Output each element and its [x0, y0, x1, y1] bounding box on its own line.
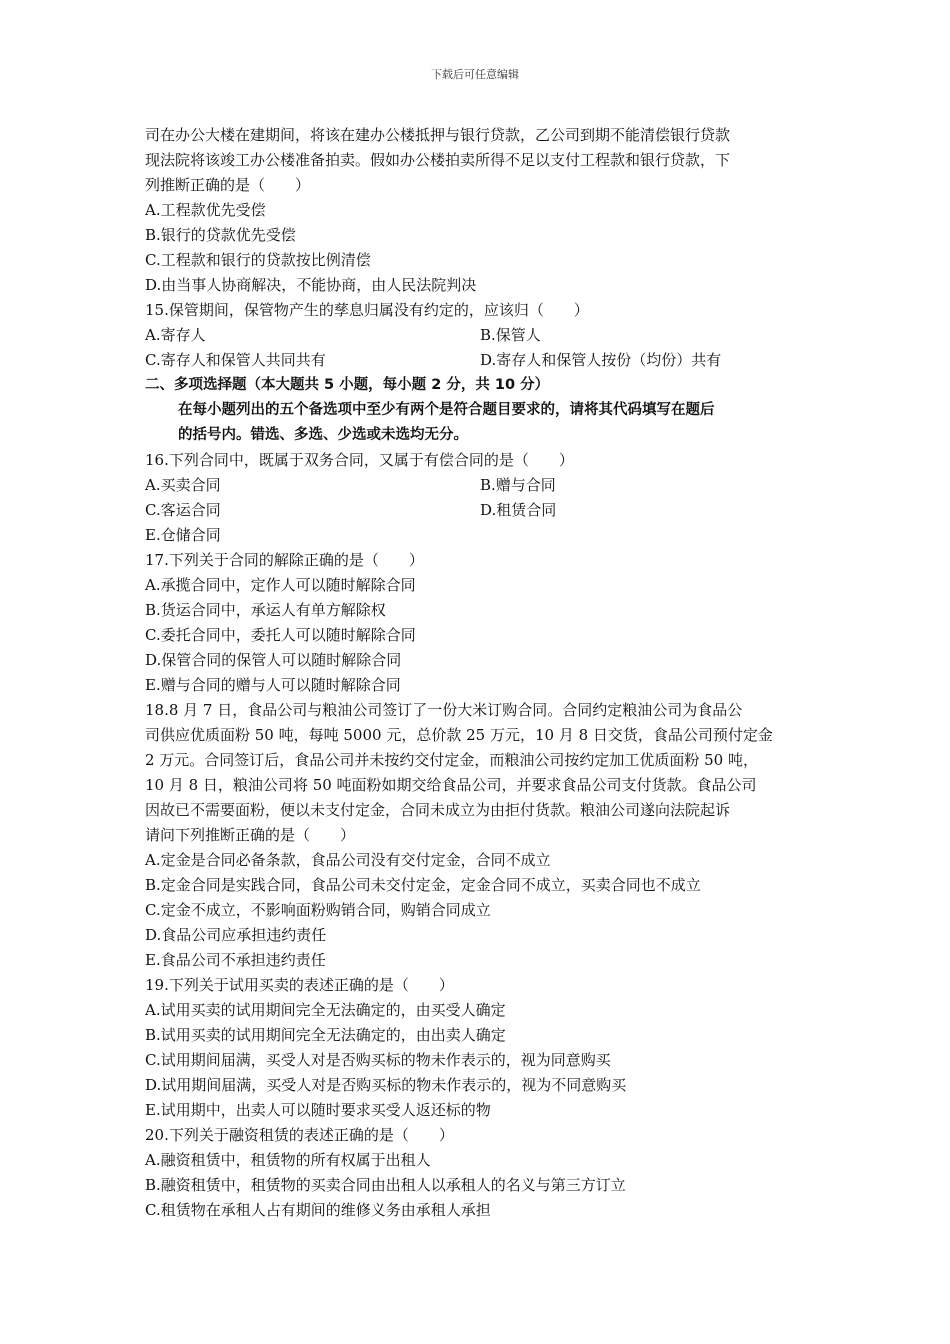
q17-option-d: D.保管合同的保管人可以随时解除合同	[145, 651, 402, 669]
q16-option-e: E.仓储合同	[145, 526, 221, 544]
q14-stem-line-3: 列推断正确的是（ ）	[145, 176, 311, 194]
q19-option-c: C.试用期间届满，买受人对是否购买标的物未作表示的，视为同意购买	[145, 1051, 611, 1069]
q18-option-d: D.食品公司应承担违约责任	[145, 926, 327, 944]
q16-options-row-1	[145, 473, 815, 498]
q14-stem-line-2: 现法院将该竣工办公楼准备拍卖。假如办公楼拍卖所得不足以支付工程款和银行贷款，下	[145, 151, 731, 169]
q19-option-d: D.试用期间届满，买受人对是否购买标的物未作表示的，视为不同意购买	[145, 1076, 627, 1094]
q17-option-b: B.货运合同中，承运人有单方解除权	[145, 601, 386, 619]
q16-stem: 16.下列合同中，既属于双务合同，又属于有偿合同的是（ ）	[145, 451, 574, 469]
q18-stem-line-5: 因故已不需要面粉，便以未支付定金，合同未成立为由拒付货款。粮油公司遂向法院起诉	[145, 801, 731, 819]
q16-option-a: A.买卖合同	[145, 476, 221, 494]
q14-option-d: D.由当事人协商解决，不能协商，由人民法院判决	[145, 276, 477, 294]
q17-option-c: C.委托合同中，委托人可以随时解除合同	[145, 626, 416, 644]
q18-option-b: B.定金合同是实践合同，食品公司未交付定金，定金合同不成立，买卖合同也不成立	[145, 876, 701, 894]
q16-options-row-2	[145, 498, 815, 523]
q15-option-c: C.寄存人和保管人共同共有	[145, 351, 326, 369]
q19-option-e: E.试用期中，出卖人可以随时要求买受人返还标的物	[145, 1101, 491, 1119]
q19-option-a: A.试用买卖的试用期间完全无法确定的，由买受人确定	[145, 1001, 506, 1019]
q19-option-b: B.试用买卖的试用期间完全无法确定的，由出卖人确定	[145, 1026, 506, 1044]
q17-stem: 17.下列关于合同的解除正确的是（ ）	[145, 551, 424, 569]
q15-stem: 15.保管期间，保管物产生的孳息归属没有约定的，应该归（ ）	[145, 301, 589, 319]
section-2-title: 二、多项选择题（本大题共 5 小题，每小题 2 分，共 10 分）	[145, 377, 550, 393]
q15-options-row-1	[145, 323, 815, 348]
section-2-instructions-2: 的括号内。错选、多选、少选或未选均无分。	[178, 427, 468, 443]
q20-option-c: C.租赁物在承租人占有期间的维修义务由承租人承担	[145, 1201, 491, 1219]
q18-option-a: A.定金是合同必备条款，食品公司没有交付定金，合同不成立	[145, 851, 551, 869]
q18-option-c: C.定金不成立，不影响面粉购销合同，购销合同成立	[145, 901, 491, 919]
q15-options-row-2	[145, 348, 815, 373]
q15-option-d: D.寄存人和保管人按份（均份）共有	[480, 351, 722, 369]
q17-option-e: E.赠与合同的赠与人可以随时解除合同	[145, 676, 401, 694]
document-body	[145, 123, 815, 1223]
q18-stem-line-3: 2 万元。合同签订后，食品公司并未按约交付定金，而粮油公司按约定加工优质面粉 50 吨，	[145, 751, 758, 769]
q19-stem: 19.下列关于试用买卖的表述正确的是（ ）	[145, 976, 454, 994]
q15-option-a: A.寄存人	[145, 326, 206, 344]
q16-option-b: B.赠与合同	[480, 476, 556, 494]
q18-stem-line-6: 请问下列推断正确的是（ ）	[145, 826, 356, 844]
page-header: 下载后可任意编辑	[431, 68, 519, 81]
q20-stem: 20.下列关于融资租赁的表述正确的是（ ）	[145, 1126, 454, 1144]
q18-stem-line-1: 18.8 月 7 日，食品公司与粮油公司签订了一份大米订购合同。合同约定粮油公司为食品公	[145, 701, 743, 719]
q18-stem-line-4: 10 月 8 日，粮油公司将 50 吨面粉如期交给食品公司，并要求食品公司支付货款。食品公司	[145, 776, 757, 794]
q14-option-a: A.工程款优先受偿	[145, 201, 266, 219]
q14-option-c: C.工程款和银行的贷款按比例清偿	[145, 251, 371, 269]
q14-option-b: B.银行的贷款优先受偿	[145, 226, 296, 244]
q17-option-a: A.承揽合同中，定作人可以随时解除合同	[145, 576, 416, 594]
q14-stem-line-1: 司在办公大楼在建期间，将该在建办公楼抵押与银行贷款，乙公司到期不能清偿银行贷款	[145, 126, 731, 144]
q15-option-b: B.保管人	[480, 326, 541, 344]
q18-option-e: E.食品公司不承担违约责任	[145, 951, 326, 969]
q16-option-d: D.租赁合同	[480, 501, 557, 519]
section-2-instructions-1: 在每小题列出的五个备选项中至少有两个是符合题目要求的，请将其代码填写在题后	[178, 402, 715, 418]
q18-stem-line-2: 司供应优质面粉 50 吨，每吨 5000 元，总价款 25 万元，10 月 8 日交货，食品公司预付定金	[145, 726, 773, 744]
q20-option-a: A.融资租赁中，租赁物的所有权属于出租人	[145, 1151, 431, 1169]
q20-option-b: B.融资租赁中，租赁物的买卖合同由出租人以承租人的名义与第三方订立	[145, 1176, 626, 1194]
q16-option-c: C.客运合同	[145, 501, 221, 519]
